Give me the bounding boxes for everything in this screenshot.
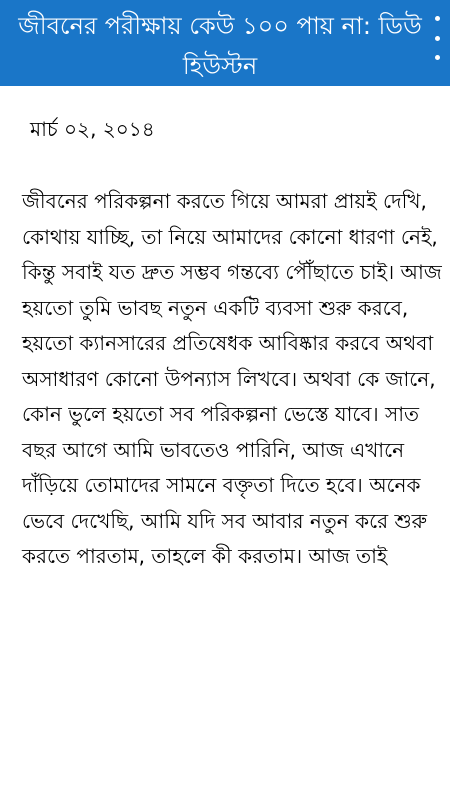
article-title: জীবনের পরীক্ষায় কেউ ১০০ পায় না: ডিউ হিউস্টন [18,12,422,80]
overflow-menu-icon[interactable] [432,16,442,60]
app-header [0,0,450,86]
menu-dot [435,16,440,21]
post-date: মার্চ ০২, ২০১৪ [30,117,155,141]
post-body-text: জীবনের পরিকল্পনা করতে গিয়ে আমরা প্রায়ই দেখি, কোথায় যাচ্ছি, তা নিয়ে আমাদের কোনো ধারণা নেই, কিন্তু সবাই যত দ্রুত সম্ভব গন্তব্যে পৌঁছাতে চাই। আজ হয়তো তুমি ভাবছ নতুন একটি ব্যবসা শুরু করবে, হয়তো ক্যানসারের প্রতিষেধক আবিষ্কার করবে অথবা অসাধারণ কোনো উপন্যাস লিখবে। অথবা কে জানে, কোন ভুলে হয়তো সব পরিকল্পনা ভেস্তে যাবে। সাত বছর আগে আমি ভাবতেও পারিনি, আজ এখানে দাঁড়িয়ে তোমাদের সামনে বক্তৃতা দিতে হবে। অনেক ভেবে দেখেছি, আমি যদি সব আবার নতুন করে শুরু করতে পারতাম, তাহলে কী করতাম। আজ তাই [22,189,442,568]
menu-dot [435,36,440,41]
menu-dot [435,55,440,60]
